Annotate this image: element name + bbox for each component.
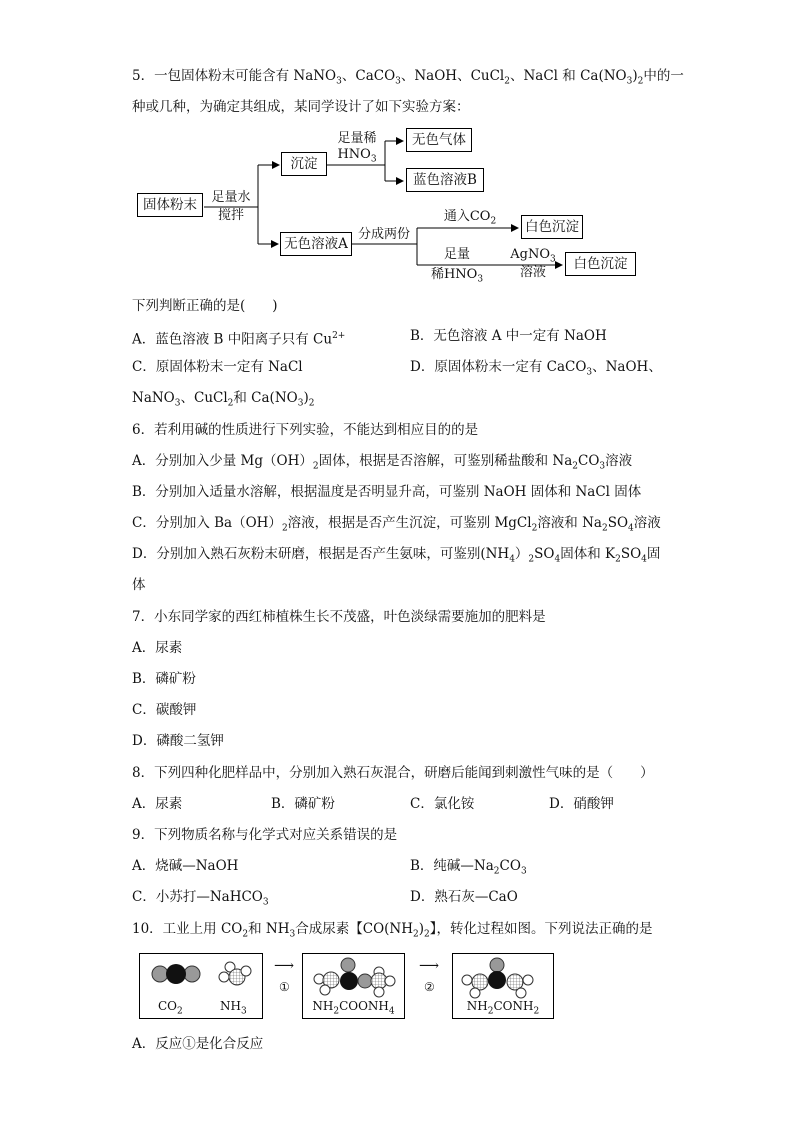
flow-agno3-label: AgNO$_3$: [510, 247, 556, 265]
flow-solid-powder: 固体粉末: [137, 193, 203, 217]
q5-option-c: C．原固体粉末一定有 NaCl: [132, 359, 303, 375]
q5-stem-line1: 5．一包固体粉末可能含有 NaNO$_3$、CaCO$_3$、NaOH、CuCl$_2$、NaCl 和 $Ca(NO_3)_2$中的一: [132, 68, 684, 87]
q5-question: 下列判断正确的是( ): [132, 298, 278, 314]
flow-stir-label: 搅拌: [217, 208, 244, 223]
q5-stem-line2: 种或几种，为确定其组成，某同学设计了如下实验方案：: [132, 99, 470, 115]
step-1-label: ①: [279, 980, 290, 994]
flow-blue-solution-b: 蓝色溶液B: [406, 168, 484, 192]
q10-stem: 10．工业上用 $CO_2$和 $NH_3$合成尿素【$CO(NH_2)_2$】，转化过程如图。下列说法正确的是: [132, 921, 653, 940]
molecule-box-urea: [452, 953, 554, 1019]
q8-option-d: D．硝酸钾: [549, 796, 614, 812]
flow-precipitate: 沉淀: [281, 152, 327, 176]
q7-option-a: A．尿素: [132, 640, 183, 656]
molecule-box-intermediate: [302, 953, 405, 1019]
q6-option-b: B．分别加入适量水溶解，根据温度是否明显升高，可鉴别 NaOH 固体和 NaCl 固体: [132, 484, 642, 500]
flow-white-precipitate-1: 白色沉淀: [521, 215, 583, 239]
flow-excess-label: 足量: [443, 247, 470, 262]
q5-flow-connectors: [0, 0, 794, 300]
flow-water-label: 足量水: [211, 190, 251, 205]
q7-option-c: C．碳酸钾: [132, 702, 197, 718]
q9-option-a: A．烧碱—NaOH: [132, 858, 239, 874]
q8-option-c: C．氯化铵: [410, 796, 475, 812]
q8-stem: 8．下列四种化肥样品中，分别加入熟石灰混合，研磨后能闻到刺激性气味的是（ ）: [132, 765, 654, 781]
q6-option-d: D．分别加入熟石灰粉末研磨，根据是否产生氨味，可鉴别$(NH_4)_2SO_4$固体和 $K_2SO_4$固: [132, 546, 661, 565]
q7-option-d: D．磷酸二氢钾: [132, 733, 224, 749]
flow-split-label: 分成两份: [357, 227, 410, 242]
arrow-right-icon: ⟶: [274, 958, 295, 974]
q7-stem: 7．小东同学家的西红柿植株生长不茂盛，叶色淡绿需要施加的肥料是: [132, 609, 546, 625]
q5-option-a: A．蓝色溶液 B 中阳离子只有 $Cu^{2+}$: [132, 331, 346, 348]
flow-colorless-solution-a: 无色溶液A: [280, 232, 352, 256]
q6-option-d-cont: 体: [132, 577, 146, 593]
step-2-label: ②: [424, 980, 435, 994]
flow-white-precipitate-2: 白色沉淀: [565, 252, 636, 276]
flow-colorless-gas: 无色气体: [406, 128, 472, 152]
q8-option-a: A．尿素: [132, 796, 183, 812]
flow-acid-label-bottom: $HNO_3$: [337, 147, 377, 165]
flow-solution-label: 溶液: [519, 265, 546, 280]
q6-option-c: C．分别加入 $Ba(OH)_2$溶液，根据是否产生沉淀，可鉴别 MgCl$_2$溶液和 $Na_2SO_4$溶液: [132, 515, 661, 534]
q10-option-a: A．反应①是化合反应: [132, 1036, 264, 1052]
flow-co2-label: 通入$CO_2$: [443, 209, 497, 227]
co2-caption: $CO_2$: [158, 998, 183, 1016]
urea-caption: $NH_2CONH_2$: [466, 998, 540, 1016]
q8-option-b: B．磷矿粉: [271, 796, 335, 812]
q6-option-a: A．分别加入少量 $Mg(OH)_2$固体，根据是否溶解，可鉴别稀盐酸和 $Na_2CO_3$溶液: [132, 453, 633, 472]
q6-stem: 6．若利用碱的性质进行下列实验，不能达到相应目的的是: [132, 422, 479, 438]
nh3-caption: $NH_3$: [220, 998, 247, 1016]
arrow-right-icon: ⟶: [419, 958, 440, 974]
q5-option-d: D．原固体粉末一定有 CaCO$_3$、NaOH、: [410, 359, 662, 378]
q7-option-b: B．磷矿粉: [132, 671, 196, 687]
flow-acid-label-top: 足量稀: [337, 131, 377, 146]
nh2coonh4-caption: $NH_2COONH_4$: [312, 998, 395, 1016]
molecule-box-reactants: [139, 953, 263, 1019]
q5-option-b: B．无色溶液 A 中一定有 NaOH: [410, 328, 607, 344]
q9-option-d: D．熟石灰—CaO: [410, 889, 518, 905]
q5-option-d-cont: NaNO$_3$、CuCl$_2$和 $Ca(NO_3)_2$: [132, 390, 315, 409]
q9-stem: 9．下列物质名称与化学式对应关系错误的是: [132, 827, 398, 843]
q9-option-c: C．小苏打—NaHCO$_3$: [132, 889, 269, 908]
q9-option-b: B．纯碱$—Na_2CO_3$: [410, 858, 527, 877]
flow-dilute-hno3-label: 稀$HNO_3$: [430, 267, 484, 285]
